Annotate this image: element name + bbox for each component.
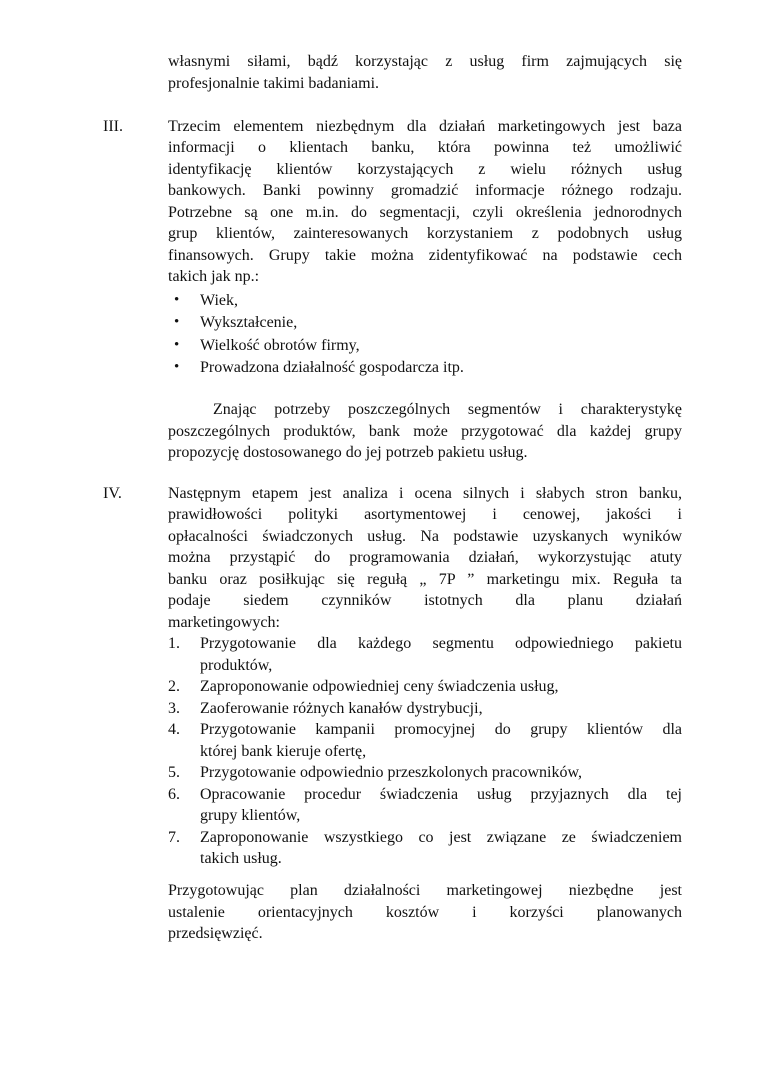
text-line: finansowych. Grupy takie można zidentyfikować na podstawie cech [168, 246, 682, 264]
intro-paragraph [0, 51, 760, 94]
closing-paragraph [0, 880, 760, 945]
text-line: Przygotowując plan działalności marketingowej niezbędne jest [168, 882, 682, 899]
text-line: można przystąpić do programowania działań, wykorzystując atuty [168, 549, 682, 566]
text-line: profesjonalnie takimi badaniami. [168, 74, 380, 92]
section-numeral: III. [103, 117, 123, 135]
text-line: bankowych. Banki powinny gromadzić informacje różnego rodzaju. [168, 182, 682, 199]
section-iii [0, 116, 760, 464]
list-item: Przygotowanie odpowiednio przeszkolonych pracowników, [200, 764, 582, 781]
bullet-icon: • [174, 314, 180, 330]
list-item: Zaoferowanie różnych kanałów dystrybucji, [200, 699, 483, 717]
list-item: Zaproponowanie wszystkiego co jest związane ze świadczeniem [200, 828, 682, 846]
list-item: produktów, [200, 656, 273, 674]
text-line: własnymi siłami, bądź korzystając z usług firm zajmujących się [168, 53, 682, 70]
list-item: Zaproponowanie odpowiedniej ceny świadczenia usług, [200, 678, 559, 695]
text-line: Trzecim elementem niezbędnym dla działań marketingowych jest baza [168, 117, 682, 135]
bullet-icon: • [174, 359, 180, 375]
list-number: 4. [168, 721, 180, 738]
list-item: grupy klientów, [200, 807, 301, 824]
segments-paragraph [0, 399, 760, 464]
section-iv [0, 483, 760, 945]
section-numeral: IV. [103, 484, 122, 502]
numbered-list [0, 633, 760, 870]
text-line: informacji o klientach banku, która powinna też umożliwić [168, 139, 682, 156]
list-item: Opracowanie procedur świadczenia usług przyjaznych dla tej [200, 785, 682, 803]
list-number: 1. [168, 635, 180, 652]
bullet-list [0, 288, 760, 378]
text-line: takich jak np.: [168, 268, 260, 285]
text-line: Znając potrzeby poszczególnych segmentów i charakterystykę [213, 401, 682, 418]
list-item: której bank kieruje ofertę, [200, 742, 367, 760]
text-line: przedsięwzięć. [168, 925, 263, 942]
text-line: podaje siedem czynników istotnych dla planu działań [168, 592, 682, 609]
text-line: marketingowych: [168, 613, 280, 631]
bullet-icon: • [174, 291, 180, 308]
text-line: poszczególnych produktów, bank może przygotować dla każdej grupy [168, 422, 682, 440]
list-number: 6. [168, 785, 180, 803]
list-item: Przygotowanie dla każdego segmentu odpowiedniego pakietu [200, 635, 682, 652]
list-item: Wiek, [200, 291, 239, 309]
text-line: banku oraz posiłkując się regułą „ 7P ” marketingu mix. Reguła ta [168, 570, 682, 588]
list-item: Wykształcenie, [200, 314, 298, 331]
list-number: 2. [168, 678, 180, 695]
list-item: Przygotowanie kampanii promocyjnej do grupy klientów dla [200, 721, 682, 738]
list-item: Prowadzona działalność gospodarcza itp. [200, 359, 464, 376]
list-item: takich usług. [200, 850, 282, 867]
text-line: Potrzebne są one m.in. do segmentacji, czyli określenia jednorodnych [168, 203, 682, 221]
text-line: opłacalności świadczonych usług. Na podstawie uzyskanych wyników [168, 527, 682, 545]
list-number: 5. [168, 764, 180, 781]
bullet-icon: • [174, 336, 180, 353]
text-line: ustalenie orientacyjnych kosztów i korzyści planowanych [168, 903, 682, 921]
text-line: grup klientów, zainteresowanych korzystaniem z podobnych usług [168, 225, 682, 242]
text-line: propozycję dostosowanego do jej potrzeb pakietu usług. [168, 444, 528, 461]
text-line: Następnym etapem jest analiza i ocena silnych i słabych stron banku, [168, 484, 682, 502]
document-page [0, 51, 760, 945]
list-number: 7. [168, 828, 180, 846]
text-line: prawidłowości polityki asortymentowej i cenowej, jakości i [168, 506, 682, 523]
text-line: identyfikację klientów korzystających z wielu różnych usług [168, 160, 682, 178]
list-number: 3. [168, 699, 180, 717]
list-item: Wielkość obrotów firmy, [200, 336, 360, 354]
